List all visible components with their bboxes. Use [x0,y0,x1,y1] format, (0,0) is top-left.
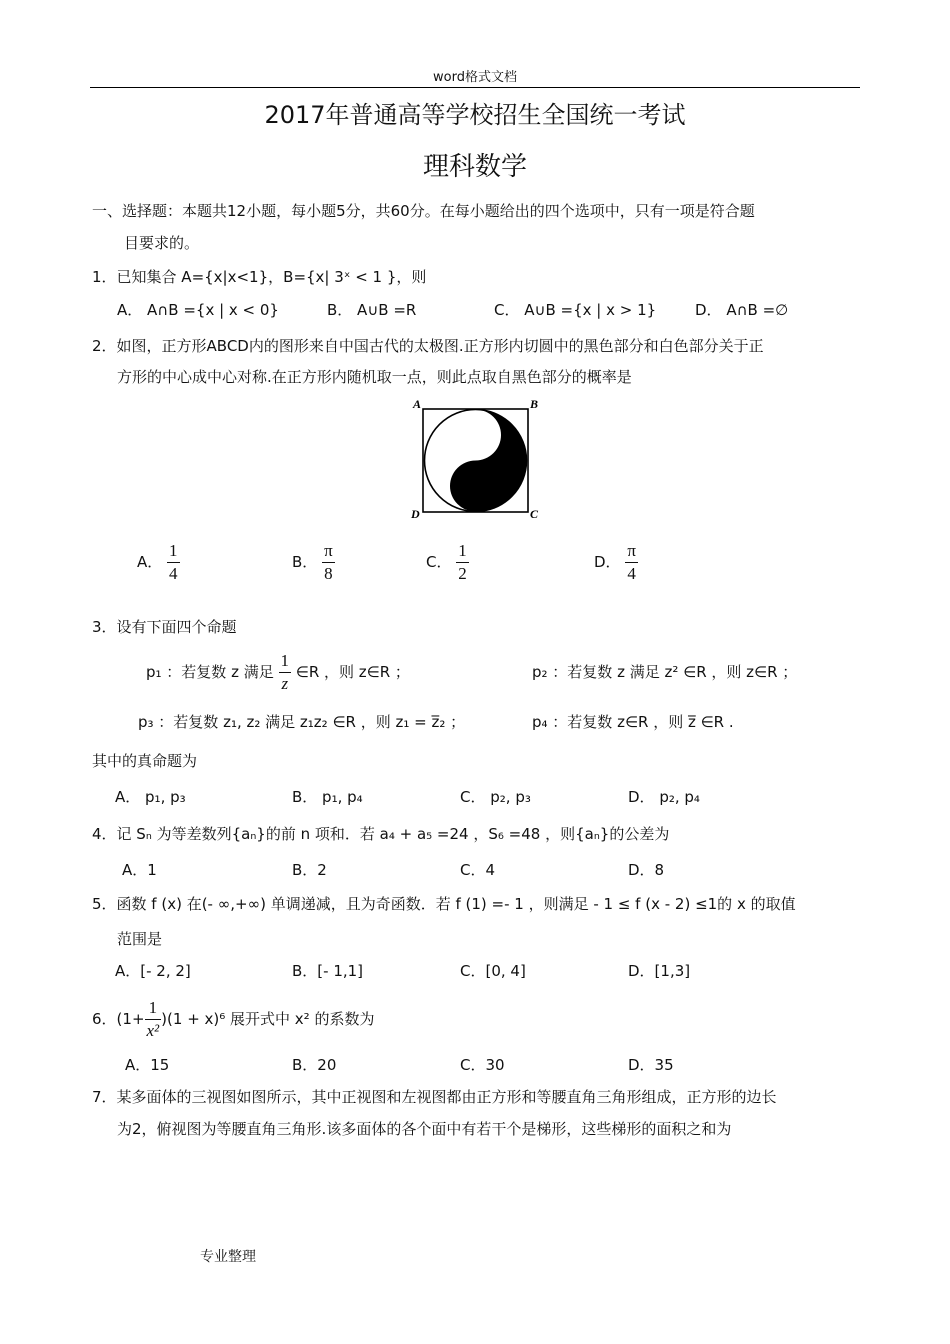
q2-option-c-num: 1 [456,540,469,563]
q2-option-b [292,540,335,585]
q6-post: )(1 + x)⁶ 展开式中 x² 的系数为 [161,1010,375,1028]
q1-option-b: B． A∪B =R [327,301,417,319]
q3-stem: 3．设有下面四个命题 [92,618,237,636]
label-a: A [413,397,422,411]
q3-p1-pre: p₁ ：若复数 z 满足 [146,663,274,681]
q2-option-d-num: π [625,540,638,563]
q3-option-c: C． p₂, p₃ [460,788,531,806]
q2-option-c-den: 2 [458,564,467,583]
q6-pre: 6．(1+ [92,1010,145,1028]
q6-den: x² [146,1021,160,1040]
q6-num: 1 [145,997,162,1020]
q2-option-b-den: 8 [324,564,333,583]
q6-option-d: D．35 [628,1056,674,1074]
taiji-figure [405,396,545,522]
q3-option-d: D． p₂, p₄ [628,788,700,806]
q6-stem [92,997,374,1042]
q3-p1-fraction [279,650,292,695]
section-heading-line1: 一、选择题：本题共12小题，每小题5分，共60分。在每小题给出的四个选项中，只有一项是符合题 [92,202,755,220]
q1-stem: 1．已知集合 A={x|x<1}，B={x| 3ˣ < 1 }，则 [92,268,427,286]
label-d: D [411,507,420,521]
q5-option-b: B．[- 1,1] [292,962,364,980]
q4-stem: 4．记 Sₙ 为等差数列{aₙ}的前 n 项和．若 a₄ + a₅ =24 ，S₆ =48 ，则{aₙ}的公差为 [92,825,670,843]
q1-option-c: C． A∪B ={x | x > 1} [494,301,657,319]
q6-option-c: C．30 [460,1056,505,1074]
q2-option-c-label: C． [426,553,452,571]
q5-option-c: C．[0, 4] [460,962,526,980]
q3-option-b: B． p₁, p₄ [292,788,363,806]
q7-line2: 为2，俯视图为等腰直角三角形.该多面体的各个面中有若干个是梯形，这些梯形的面积之和为 [117,1120,732,1138]
q2-option-d [594,540,638,585]
q4-option-b: B．2 [292,861,327,879]
q2-option-b-label: B． [292,553,318,571]
q2-line2: 方形的中心成中心对称.在正方形内随机取一点，则此点取自黑色部分的概率是 [117,368,632,386]
q2-option-a-label: A． [137,553,163,571]
q3-p1-num: 1 [279,650,292,673]
q5-line1: 5．函数 f (x) 在(- ∞,+∞) 单调递减，且为奇函数．若 f (1) =- 1 ，则满足 - 1 ≤ f (x - 2) ≤1的 x 的取值 [92,895,796,913]
q4-option-c: C．4 [460,861,496,879]
q2-option-a-fraction [167,540,180,585]
q7-line1: 7．某多面体的三视图如图所示，其中正视图和左视图都由正方形和等腰直角三角形组成，正方形的边长 [92,1088,777,1106]
q3-p1-den: z [281,674,289,693]
q6-option-b: B．20 [292,1056,337,1074]
q2-option-b-fraction [322,540,335,585]
q2-option-d-den: 4 [627,564,636,583]
q6-fraction [145,997,162,1042]
q3-p3: p₃ ：若复数 z₁, z₂ 满足 z₁z₂ ∈R ，则 z₁ = z̅₂ ； [138,713,466,731]
section-heading-line2: 目要求的。 [124,234,200,252]
q4-option-d: D．8 [628,861,665,879]
q3-tail: 其中的真命题为 [92,752,198,770]
q1-option-d: D． A∩B =∅ [695,301,789,319]
q2-option-a-num: 1 [167,540,180,563]
taiji-white-dot [471,431,480,440]
q1-option-a: A． A∩B ={x | x < 0} [117,301,279,319]
q3-p1-post: ∈R ，则 z∈R ； [295,663,410,681]
q2-line1: 2．如图，正方形ABCD内的图形来自中国古代的太极图.正方形内切圆中的黑色部分和白色部分关于正 [92,337,764,355]
taiji-black-dot [471,482,480,491]
q2-option-a [137,540,180,585]
q3-p4: p₄ ：若复数 z∈R ，则 z̅ ∈R . [532,713,734,731]
label-c: C [530,507,539,521]
page-subtitle: 理科数学 [422,152,527,182]
header-rule [90,87,860,88]
q4-option-a: A．1 [122,861,157,879]
doc-header-label: word格式文档 [433,70,517,85]
q5-option-a: A．[- 2, 2] [115,962,191,980]
q2-option-c-fraction [456,540,469,585]
q2-option-c [426,540,469,585]
page-title: 2017年普通高等学校招生全国统一考试 [264,101,686,129]
q3-option-a: A． p₁, p₃ [115,788,186,806]
q2-option-b-num: π [322,540,335,563]
page-footer: 专业整理 [200,1249,256,1265]
q2-option-d-label: D． [594,553,621,571]
q2-option-d-fraction [625,540,638,585]
q5-option-d: D．[1,3] [628,962,691,980]
label-b: B [530,397,539,411]
q5-line2: 范围是 [117,930,163,948]
q2-option-a-den: 4 [169,564,178,583]
q3-p2: p₂ ：若复数 z 满足 z² ∈R ，则 z∈R ； [532,663,798,681]
q3-p1 [146,650,410,695]
q6-option-a: A．15 [125,1056,170,1074]
